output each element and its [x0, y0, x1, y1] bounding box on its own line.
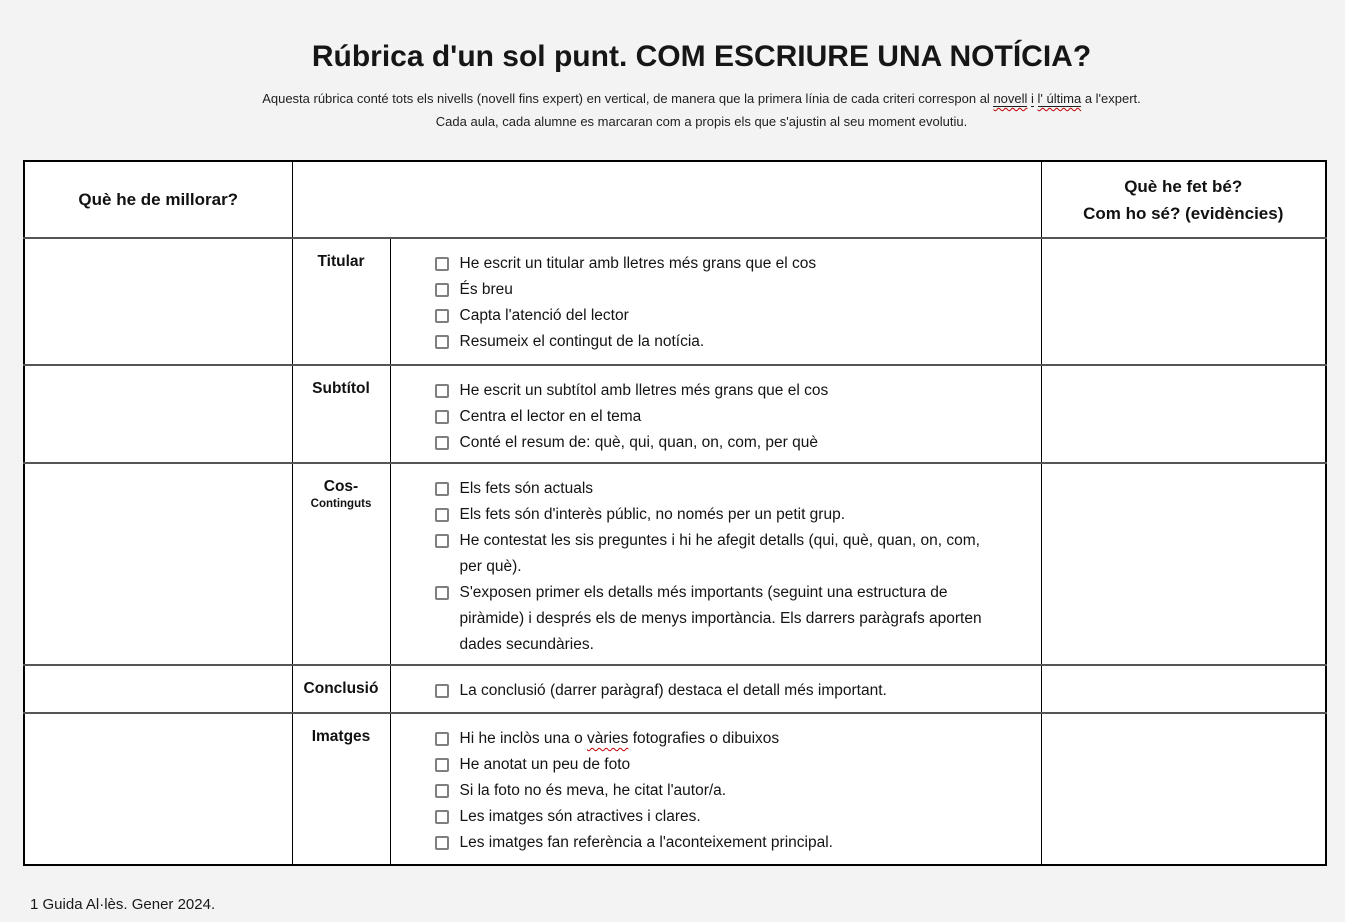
item-text-segment: Les imatges fan referència a l'aconteixement principal.	[459, 834, 833, 851]
subtitle-text: a l'expert.	[1081, 91, 1141, 106]
checkbox-icon[interactable]	[435, 410, 449, 424]
item-text-segment: Capta l'atenció del lector	[459, 307, 629, 324]
criterion-label-cell-cos-continguts	[292, 463, 390, 665]
item-text-segment: fotografies o dibuixos	[628, 730, 780, 747]
item-text-segment: Conté el resum de: què, qui, quan, on, com, per què	[459, 434, 818, 451]
checkbox-icon[interactable]	[435, 684, 449, 698]
table-header-row	[24, 161, 1326, 238]
rubric-row-cos-continguts	[24, 463, 1326, 665]
checkbox-icon[interactable]	[435, 283, 449, 297]
checklist-item	[435, 528, 991, 580]
checklist-cell-imatges	[390, 713, 1041, 865]
checkbox-icon[interactable]	[435, 586, 449, 600]
checklist-item-text	[460, 378, 991, 404]
checklist-item	[435, 476, 991, 502]
checklist-item-text	[460, 678, 991, 704]
checklist-item-text	[460, 778, 991, 804]
evidence-cell-subtitol	[1041, 365, 1326, 463]
subtitle-text	[1034, 91, 1038, 106]
spellchecked-word-novell: novell	[993, 91, 1028, 106]
checklist-item	[435, 804, 991, 830]
checklist-item-text	[460, 404, 991, 430]
item-text-segment: He contestat les sis preguntes i hi he afegit detalls (qui, què, quan, on, com, per què).	[459, 532, 980, 575]
item-text-segment: He anotat un peu de foto	[459, 756, 631, 773]
item-text-segment: Les imatges són atractives i clares.	[459, 808, 701, 825]
checklist-item-text	[460, 752, 991, 778]
checklist-item-text	[460, 726, 991, 752]
item-text-segment: La conclusió (darrer paràgraf) destaca el detall més important.	[459, 682, 887, 699]
checkbox-icon[interactable]	[435, 732, 449, 746]
checkbox-icon[interactable]	[435, 257, 449, 271]
item-text-segment: Si la foto no és meva, he citat l'autor/a.	[459, 782, 727, 799]
item-text-segment: S'exposen primer els detalls més importants (seguint una estructura de piràmide) i després els de menys importància. Els darrers paràgrafs aporten dades secundàries.	[459, 584, 982, 653]
criterion-label: Conclusió	[303, 680, 379, 697]
checkbox-icon[interactable]	[435, 508, 449, 522]
page-subtitle-line2: Cada aula, cada alumne es marcaran com a propis els que s'ajustin al seu moment evolutiu.	[435, 114, 968, 129]
checklist-item	[435, 378, 991, 404]
criterion-label-cell-subtitol	[292, 365, 390, 463]
item-text-segment: Els fets són d'interès públic, no només per un petit grup.	[459, 506, 846, 523]
improve-cell-subtitol	[24, 365, 292, 463]
rubric-row-conclusio	[24, 665, 1326, 713]
criterion-label: Imatges	[311, 728, 371, 745]
header-cell-improve: Què he de millorar?	[24, 161, 292, 238]
checklist-item-text	[460, 580, 991, 658]
criterion-label-cell-imatges	[292, 713, 390, 865]
criterion-label-cell-conclusio	[292, 665, 390, 713]
checklist-item	[435, 251, 991, 277]
criterion-label: Cos-	[323, 478, 359, 495]
checklist-cell-cos-continguts	[390, 463, 1041, 665]
checklist-item	[435, 726, 991, 752]
checklist-item-text	[460, 804, 991, 830]
underlined-word-i: i	[1031, 91, 1034, 106]
checklist-item	[435, 277, 991, 303]
checklist-cell-subtitol	[390, 365, 1041, 463]
header-done-line1: Què he fet bé?	[1124, 176, 1243, 196]
checklist-item	[435, 752, 991, 778]
checkbox-icon[interactable]	[435, 482, 449, 496]
item-text-segment: He escrit un titular amb lletres més grans que el cos	[459, 255, 817, 272]
spellchecked-word-ultima: l' última	[1037, 91, 1082, 106]
checklist-item	[435, 778, 991, 804]
checklist-item	[435, 329, 991, 355]
subtitle-text: Aquesta rúbrica conté tots els nivells (novell fins expert) en vertical, de manera que la primera línia de cada criteri correspon al	[262, 91, 994, 106]
footnote: 1 Guida Al·lès. Gener 2024.	[30, 896, 216, 913]
checkbox-icon[interactable]	[435, 784, 449, 798]
checklist-item	[435, 580, 991, 658]
header-cell-middle-empty	[292, 161, 1041, 238]
checklist-item-text	[460, 502, 991, 528]
item-text-segment: Centra el lector en el tema	[459, 408, 642, 425]
checklist-item-text	[460, 329, 991, 355]
criterion-label: Titular	[317, 253, 365, 270]
spellchecked-word: vàries	[587, 730, 629, 747]
checkbox-icon[interactable]	[435, 384, 449, 398]
checkbox-icon[interactable]	[435, 436, 449, 450]
checklist-cell-conclusio	[390, 665, 1041, 713]
checkbox-icon[interactable]	[435, 309, 449, 323]
criterion-label: Subtítol	[312, 380, 370, 397]
rubric-row-subtitol	[24, 365, 1326, 463]
checklist-item	[435, 502, 991, 528]
item-text-segment: És breu	[459, 281, 513, 298]
improve-cell-imatges	[24, 713, 292, 865]
criterion-label-cell-titular	[292, 238, 390, 365]
checklist-item	[435, 430, 991, 456]
checklist-item-text	[460, 476, 991, 502]
checkbox-icon[interactable]	[435, 810, 449, 824]
checkbox-icon[interactable]	[435, 335, 449, 349]
rubric-table	[23, 160, 1327, 866]
checklist-item-text	[460, 430, 991, 456]
checkbox-icon[interactable]	[435, 836, 449, 850]
improve-cell-conclusio	[24, 665, 292, 713]
checklist-item	[435, 303, 991, 329]
title-block	[58, 0, 1345, 133]
item-text-segment: Hi he inclòs una o	[459, 730, 588, 747]
checklist-item-text	[460, 251, 991, 277]
evidence-cell-conclusio	[1041, 665, 1326, 713]
checklist-cell-titular	[390, 238, 1041, 365]
evidence-cell-imatges	[1041, 713, 1326, 865]
rubric-row-imatges	[24, 713, 1326, 865]
checklist-item-text	[460, 303, 991, 329]
item-text-segment: Els fets són actuals	[459, 480, 594, 497]
header-cell-done	[1041, 161, 1326, 238]
header-done-line2: Com ho sé? (evidències)	[1083, 203, 1284, 223]
page-subtitle-line1	[58, 87, 1345, 110]
criterion-sublabel: Continguts	[310, 498, 372, 510]
item-text-segment: He escrit un subtítol amb lletres més grans que el cos	[459, 382, 829, 399]
checkbox-icon[interactable]	[435, 534, 449, 548]
improve-cell-titular	[24, 238, 292, 365]
checklist-item-text	[460, 277, 991, 303]
rubric-row-titular	[24, 238, 1326, 365]
item-text-segment: Resumeix el contingut de la notícia.	[459, 333, 705, 350]
checklist-item	[435, 830, 991, 856]
checklist-item-text	[460, 830, 991, 856]
checklist-item	[435, 404, 991, 430]
checkbox-icon[interactable]	[435, 758, 449, 772]
page-title: Rúbrica d'un sol punt. COM ESCRIURE UNA NOTÍCIA?	[311, 40, 1092, 73]
evidence-cell-titular	[1041, 238, 1326, 365]
evidence-cell-cos-continguts	[1041, 463, 1326, 665]
checklist-item-text	[460, 528, 991, 580]
checklist-item	[435, 678, 991, 704]
improve-cell-cos-continguts	[24, 463, 292, 665]
